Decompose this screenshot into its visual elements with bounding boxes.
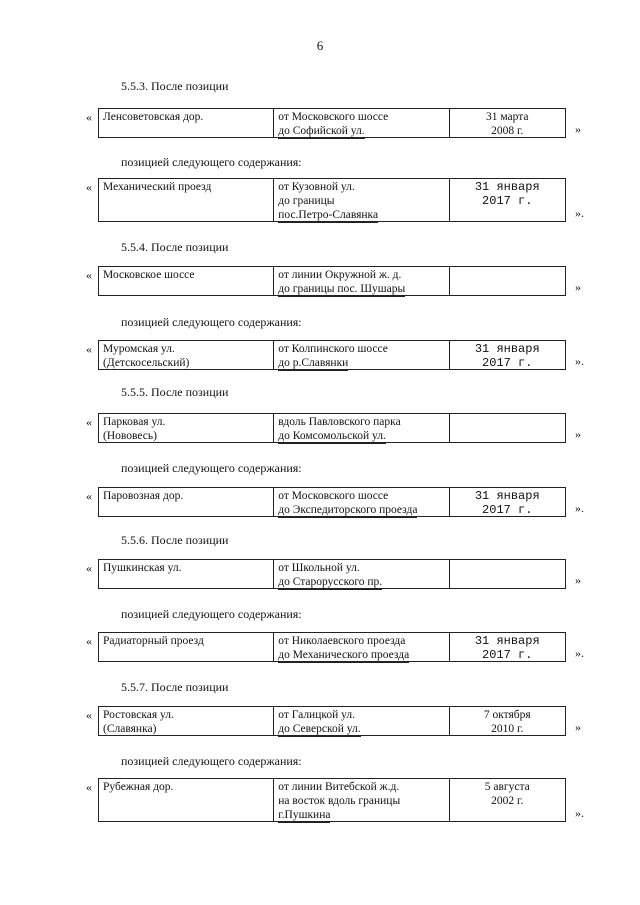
cell-text-line: до границы пос. Шушары	[278, 283, 406, 295]
cell-text-line: 2008 г.	[491, 125, 524, 137]
date-cell	[450, 109, 566, 137]
date-cell	[450, 179, 566, 221]
cell-text-line: до р.Славянки	[278, 357, 349, 369]
closing-quote: »	[575, 122, 581, 136]
new-position-row	[98, 778, 566, 822]
route-cell	[274, 414, 449, 442]
street-name-cell	[99, 633, 274, 661]
cell-text-line: от линии Витебской ж.д.	[278, 781, 400, 793]
old-position-row	[98, 266, 566, 296]
opening-quote: «	[86, 415, 92, 429]
cell-text-line: Паровозная дор.	[103, 490, 184, 502]
cell-text-line: 2017 г.	[482, 648, 533, 662]
cell-text-line: 5 августа	[484, 781, 530, 793]
cell-text-line: 2017 г.	[482, 356, 533, 370]
route-cell	[274, 109, 449, 137]
old-position-row	[98, 413, 566, 443]
route-cell	[274, 560, 449, 588]
street-name-cell	[99, 179, 274, 221]
cell-text-line: до Комсомольской ул.	[278, 430, 386, 442]
opening-quote: «	[86, 708, 92, 722]
street-name-cell	[99, 707, 274, 735]
replacement-caption: позицией следующего содержания:	[121, 754, 302, 768]
street-name-cell	[99, 560, 274, 588]
street-name-cell	[99, 779, 274, 821]
cell-text-line: г.Пушкина	[278, 809, 331, 821]
cell-text-line: от Московского шоссе	[278, 490, 389, 502]
street-name-cell	[99, 488, 274, 516]
opening-quote: «	[86, 268, 92, 282]
old-position-row	[98, 559, 566, 589]
replacement-caption: позицией следующего содержания:	[121, 607, 302, 621]
cell-text-line: Парковая ул.	[103, 416, 166, 428]
cell-text-line: до границы	[278, 195, 335, 207]
replacement-caption: позицией следующего содержания:	[121, 315, 302, 329]
old-position-row	[98, 706, 566, 736]
cell-text-line: 31 января	[474, 180, 540, 194]
cell-text-line: Рубежная дор.	[103, 781, 174, 793]
date-cell	[450, 633, 566, 661]
route-cell	[274, 707, 449, 735]
closing-quote: »	[575, 280, 581, 294]
closing-quote: »	[575, 427, 581, 441]
closing-quote: ».	[575, 206, 584, 220]
new-position-row	[98, 487, 566, 517]
opening-quote: «	[86, 561, 92, 575]
opening-quote: «	[86, 180, 92, 194]
cell-text-line: (Нововесь)	[103, 430, 157, 442]
cell-text-line: 2002 г.	[491, 795, 524, 807]
cell-text-line: до Механического проезда	[278, 649, 410, 661]
route-cell	[274, 267, 449, 295]
page-number: 6	[316, 38, 324, 53]
opening-quote: «	[86, 110, 92, 124]
closing-quote: ».	[575, 806, 584, 820]
route-cell	[274, 341, 449, 369]
cell-text-line: от линии Окружной ж. д.	[278, 269, 402, 281]
date-cell	[450, 341, 566, 369]
street-name-cell	[99, 341, 274, 369]
section-heading: 5.5.5. После позиции	[121, 385, 229, 399]
cell-text-line: пос.Петро-Славянка	[278, 209, 379, 221]
cell-text-line: Ростовская ул.	[103, 709, 174, 721]
replacement-caption: позицией следующего содержания:	[121, 461, 302, 475]
cell-text-line: 31 января	[474, 489, 540, 503]
date-cell	[450, 267, 566, 295]
date-cell	[450, 707, 566, 735]
date-cell	[450, 779, 566, 821]
cell-text-line: до Старорусского пр.	[278, 576, 383, 588]
cell-text-line: на восток вдоль границы	[278, 795, 401, 807]
cell-text-line: от Школьной ул.	[278, 562, 360, 574]
cell-text-line: 2017 г.	[482, 194, 533, 208]
date-cell	[450, 488, 566, 516]
closing-quote: »	[575, 720, 581, 734]
old-position-row	[98, 108, 566, 138]
cell-text-line: до Софийской ул.	[278, 125, 365, 137]
opening-quote: «	[86, 634, 92, 648]
cell-text-line: от Колпинского шоссе	[278, 343, 388, 355]
date-cell	[450, 560, 566, 588]
opening-quote: «	[86, 780, 92, 794]
cell-text-line: от Московского шоссе	[278, 111, 389, 123]
route-cell	[274, 633, 449, 661]
cell-text-line: Радиаторный проезд	[103, 635, 204, 647]
opening-quote: «	[86, 489, 92, 503]
replacement-caption: позицией следующего содержания:	[121, 155, 302, 169]
street-name-cell	[99, 414, 274, 442]
section-heading: 5.5.7. После позиции	[121, 680, 229, 694]
cell-text-line: 2010 г.	[491, 723, 524, 735]
new-position-row	[98, 340, 566, 370]
cell-text-line: Московское шоссе	[103, 269, 195, 281]
cell-text-line: Пушкинская ул.	[103, 562, 182, 574]
route-cell	[274, 488, 449, 516]
cell-text-line: до Экспедиторского проезда	[278, 504, 418, 516]
new-position-row	[98, 632, 566, 662]
street-name-cell	[99, 267, 274, 295]
cell-text-line: 7 октября	[483, 709, 531, 721]
new-position-row	[98, 178, 566, 222]
cell-text-line: от Кузовной ул.	[278, 181, 355, 193]
street-name-cell	[99, 109, 274, 137]
cell-text-line: вдоль Павловского парка	[278, 416, 401, 428]
cell-text-line: от Галицкой ул.	[278, 709, 356, 721]
date-cell	[450, 414, 566, 442]
cell-text-line: Ленсоветовская дор.	[103, 111, 204, 123]
section-heading: 5.5.3. После позиции	[121, 79, 229, 93]
closing-quote: ».	[575, 354, 584, 368]
cell-text-line: Муромская ул.	[103, 343, 175, 355]
cell-text-line: 31 января	[474, 342, 540, 356]
opening-quote: «	[86, 342, 92, 356]
closing-quote: ».	[575, 646, 584, 660]
route-cell	[274, 779, 449, 821]
cell-text-line: Механический проезд	[103, 181, 212, 193]
cell-text-line: (Детскосельский)	[103, 357, 190, 369]
closing-quote: »	[575, 573, 581, 587]
section-heading: 5.5.6. После позиции	[121, 533, 229, 547]
cell-text-line: от Николаевского проезда	[278, 635, 406, 647]
cell-text-line: 2017 г.	[482, 503, 533, 517]
cell-text-line: 31 января	[474, 634, 540, 648]
section-heading: 5.5.4. После позиции	[121, 240, 229, 254]
closing-quote: ».	[575, 501, 584, 515]
route-cell	[274, 179, 449, 221]
cell-text-line: (Славянка)	[103, 723, 157, 735]
cell-text-line: до Северской ул.	[278, 723, 361, 735]
cell-text-line: 31 марта	[485, 111, 529, 123]
